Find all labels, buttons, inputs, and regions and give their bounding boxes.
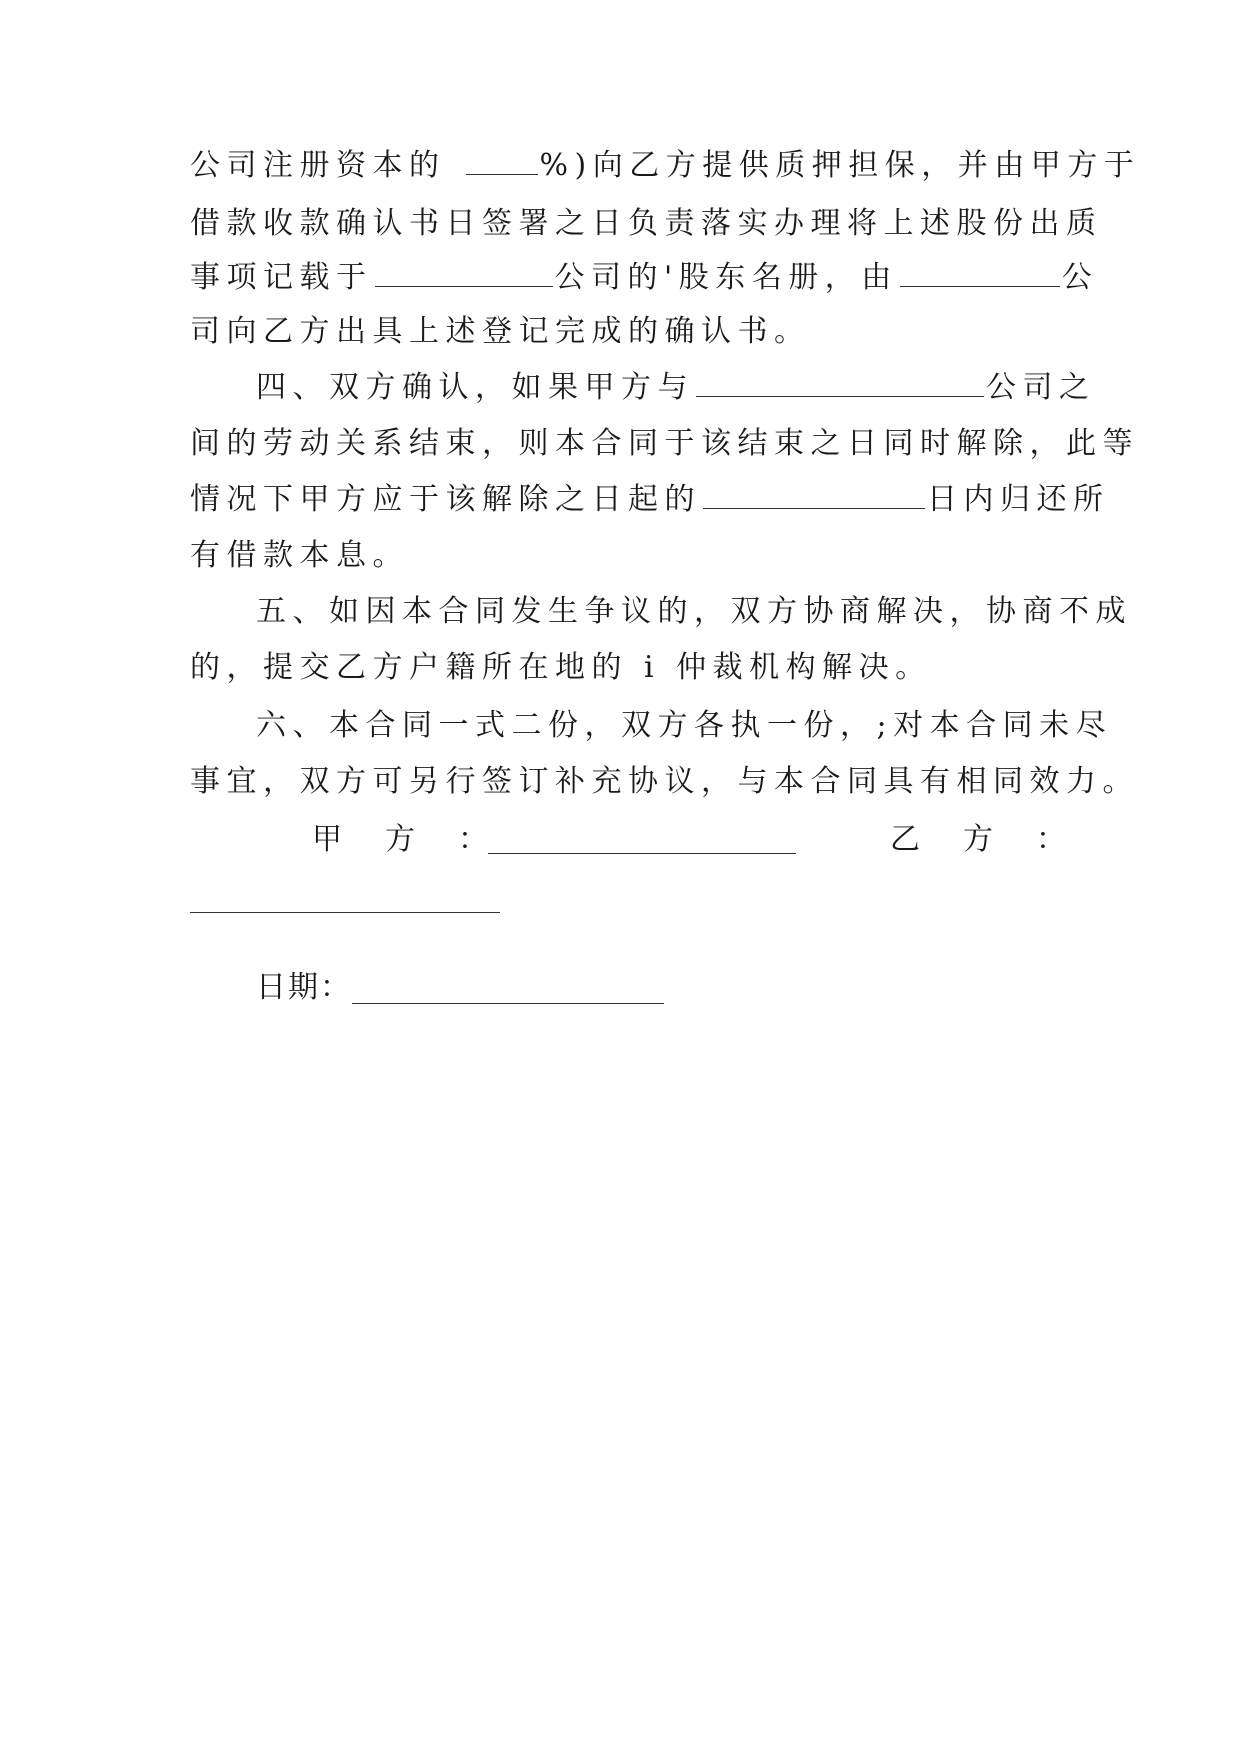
party-b-label: 乙 方 ： [890, 822, 1073, 857]
date-label: 日期： [256, 970, 352, 1005]
fill-blank [696, 368, 984, 397]
fill-blank [900, 258, 1060, 287]
text: %)向乙方提供质押担保，并由甲方于 [539, 148, 1141, 183]
date-line [352, 1003, 664, 1004]
text: 公司注册资本的 [190, 148, 446, 183]
paragraph-line [190, 146, 1140, 186]
fill-blank [466, 146, 538, 175]
text: 四、双方确认，如果甲方与 [256, 370, 694, 405]
party-a-label: 甲 方 ： [312, 822, 495, 857]
paragraph-line: 借款收款确认书日签署之日负责落实办理将上述股份出质 [190, 206, 1103, 241]
party-a-signature-line [488, 853, 796, 854]
paragraph-line [190, 480, 1110, 520]
party-b-signature-line [190, 912, 500, 913]
text: 情况下甲方应于该解除之日起的 [190, 482, 701, 517]
text: 公 [1061, 260, 1099, 295]
paragraph-line [190, 258, 1098, 298]
paragraph-line: 司向乙方出具上述登记完成的确认书。 [190, 314, 811, 349]
fill-blank [375, 258, 553, 287]
text: 日内归还所 [927, 482, 1110, 517]
text: 公司之 [986, 370, 1096, 405]
paragraph-line: 五、如因本合同发生争议的，双方协商解决，协商不成 [256, 594, 1132, 629]
paragraph-line: 的，提交乙方户籍所在地的 i 仲裁机构解决。 [190, 650, 932, 685]
paragraph-line: 有借款本息。 [190, 538, 409, 573]
text: 事项记载于 [190, 260, 373, 295]
text: 公司的'股东名册，由 [554, 260, 898, 295]
paragraph-line: 六、本合同一式二份，双方各执一份，;对本合同未尽 [256, 708, 1113, 743]
paragraph-line: 事宜，双方可另行签订补充协议，与本合同具有相同效力。 [190, 764, 1139, 799]
paragraph-line: 间的劳动关系结束，则本合同于该结束之日同时解除，此等 [190, 426, 1139, 461]
fill-blank [703, 480, 925, 509]
paragraph-line [256, 368, 1096, 408]
